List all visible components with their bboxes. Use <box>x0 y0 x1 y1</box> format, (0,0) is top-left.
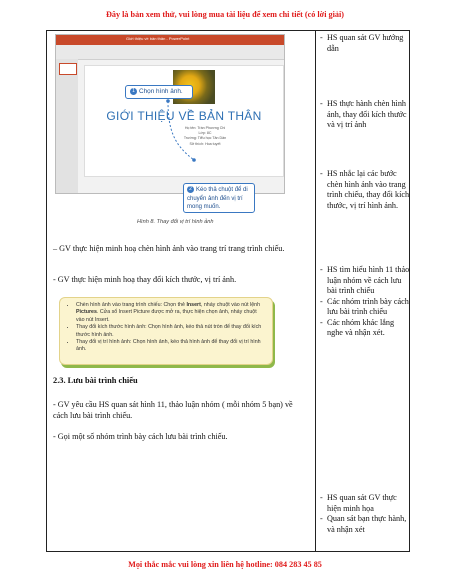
note-item: • Thay đổi vị trí hình ảnh: Chọn hình ảnh, kéo thả hình ảnh để thay đổi vị trí hình ảnh. <box>76 339 266 354</box>
student-activity-list <box>320 33 410 54</box>
slide-info-line: Họ tên: Trần Phương Chi <box>184 126 226 130</box>
note-item: • Chèn hình ảnh vào trang trình chiếu: Chọn thẻ Insert, nháy chuột vào nút lệnh Pictures. Cửa sổ Insert Picture được mở ra, thực hiện chọn ảnh, nháy chuột vào nút Insert. <box>76 302 266 324</box>
note-item: • Thay đổi kích thước hình ảnh: Chọn hình ảnh, kéo thả nút tròn để thay đổi kích thước hình ảnh. <box>76 324 266 339</box>
figure-caption: Hình 8. Thay đổi vị trí hình ảnh <box>137 219 214 225</box>
paragraph: - Gọi một số nhóm trình bày cách lưu bài trình chiếu. <box>53 432 228 441</box>
powerpoint-screenshot-figure <box>55 34 285 194</box>
slide-info-line: Trường: Tiểu học Tân Dân <box>183 136 227 141</box>
list-item: - HS quan sát GV hướng dẫn <box>320 33 410 54</box>
list-item: - HS thực hành chèn hình ảnh, thay đổi kích thước và vị trí ảnh <box>320 99 410 131</box>
paragraph: - GV thực hiện minh hoạ thay đổi kích thước, vị trí ảnh. <box>53 275 237 284</box>
student-activity-list <box>320 169 410 211</box>
list-item: - HS nhắc lại các bước chèn hình ảnh vào trang trình chiếu, thay đổi kích thước, vị trí hình ảnh. <box>320 169 410 211</box>
lesson-table <box>46 30 410 552</box>
student-activity-column <box>316 31 411 551</box>
paragraph: – GV thực hiện minh hoạ chèn hình ảnh vào trang trí trang trình chiếu. <box>53 244 285 253</box>
list-item: - Các nhóm khác lắng nghe và nhận xét. <box>320 318 410 339</box>
window-title: Giới thiệu về bản thân - PowerPoint <box>126 36 190 41</box>
slide-title: GIỚI THIỆU VỀ BẢN THÂN <box>106 109 262 123</box>
slide-info-line: Sở thích: Hoa tuyết <box>189 141 221 146</box>
drag-path-arrow <box>56 35 285 194</box>
list-item: - HS quan sát GV thực hiện minh họa <box>320 493 410 514</box>
callout-text: Chọn hình ảnh. <box>139 88 183 95</box>
preview-banner: Đây là bản xem thử, vui lòng mua tài liệu để xem chi tiết (có lời giải) <box>105 10 344 19</box>
step-number-badge: 2 <box>187 186 194 193</box>
teacher-activity-column <box>47 31 315 551</box>
callout-select-image <box>125 85 193 99</box>
list-item: - HS tìm hiểu hình 11 thảo luận nhóm về cách lưu bài trình chiếu <box>320 265 410 297</box>
summary-note-box <box>59 297 273 365</box>
student-activity-list <box>320 265 410 339</box>
student-activity-list <box>320 99 410 131</box>
callout-text: Kéo thả chuột để di chuyển ảnh đến vị trí mong muốn. <box>187 187 248 211</box>
student-activity-list <box>320 493 410 535</box>
step-number-badge: 1 <box>130 88 137 95</box>
callout-drag-image <box>183 183 255 213</box>
section-heading: 2.3. Lưu bài trình chiếu <box>53 376 138 385</box>
list-item: - Các nhóm trình bày cách lưu bài trình chiếu <box>320 297 410 318</box>
paragraph: - GV yêu cầu HS quan sát hình 11, thảo luận nhóm ( mỗi nhóm 5 bạn) về cách lưu bài trình chiếu. <box>53 400 293 420</box>
list-item: - Quan sát bạn thực hành, và nhận xét <box>320 514 410 535</box>
note-list <box>60 298 272 354</box>
slide-info-line: Lớp: 8C <box>198 131 212 136</box>
hotline-banner: Mọi thắc mắc vui lòng xin liên hệ hotline: 084 283 45 85 <box>128 560 322 569</box>
